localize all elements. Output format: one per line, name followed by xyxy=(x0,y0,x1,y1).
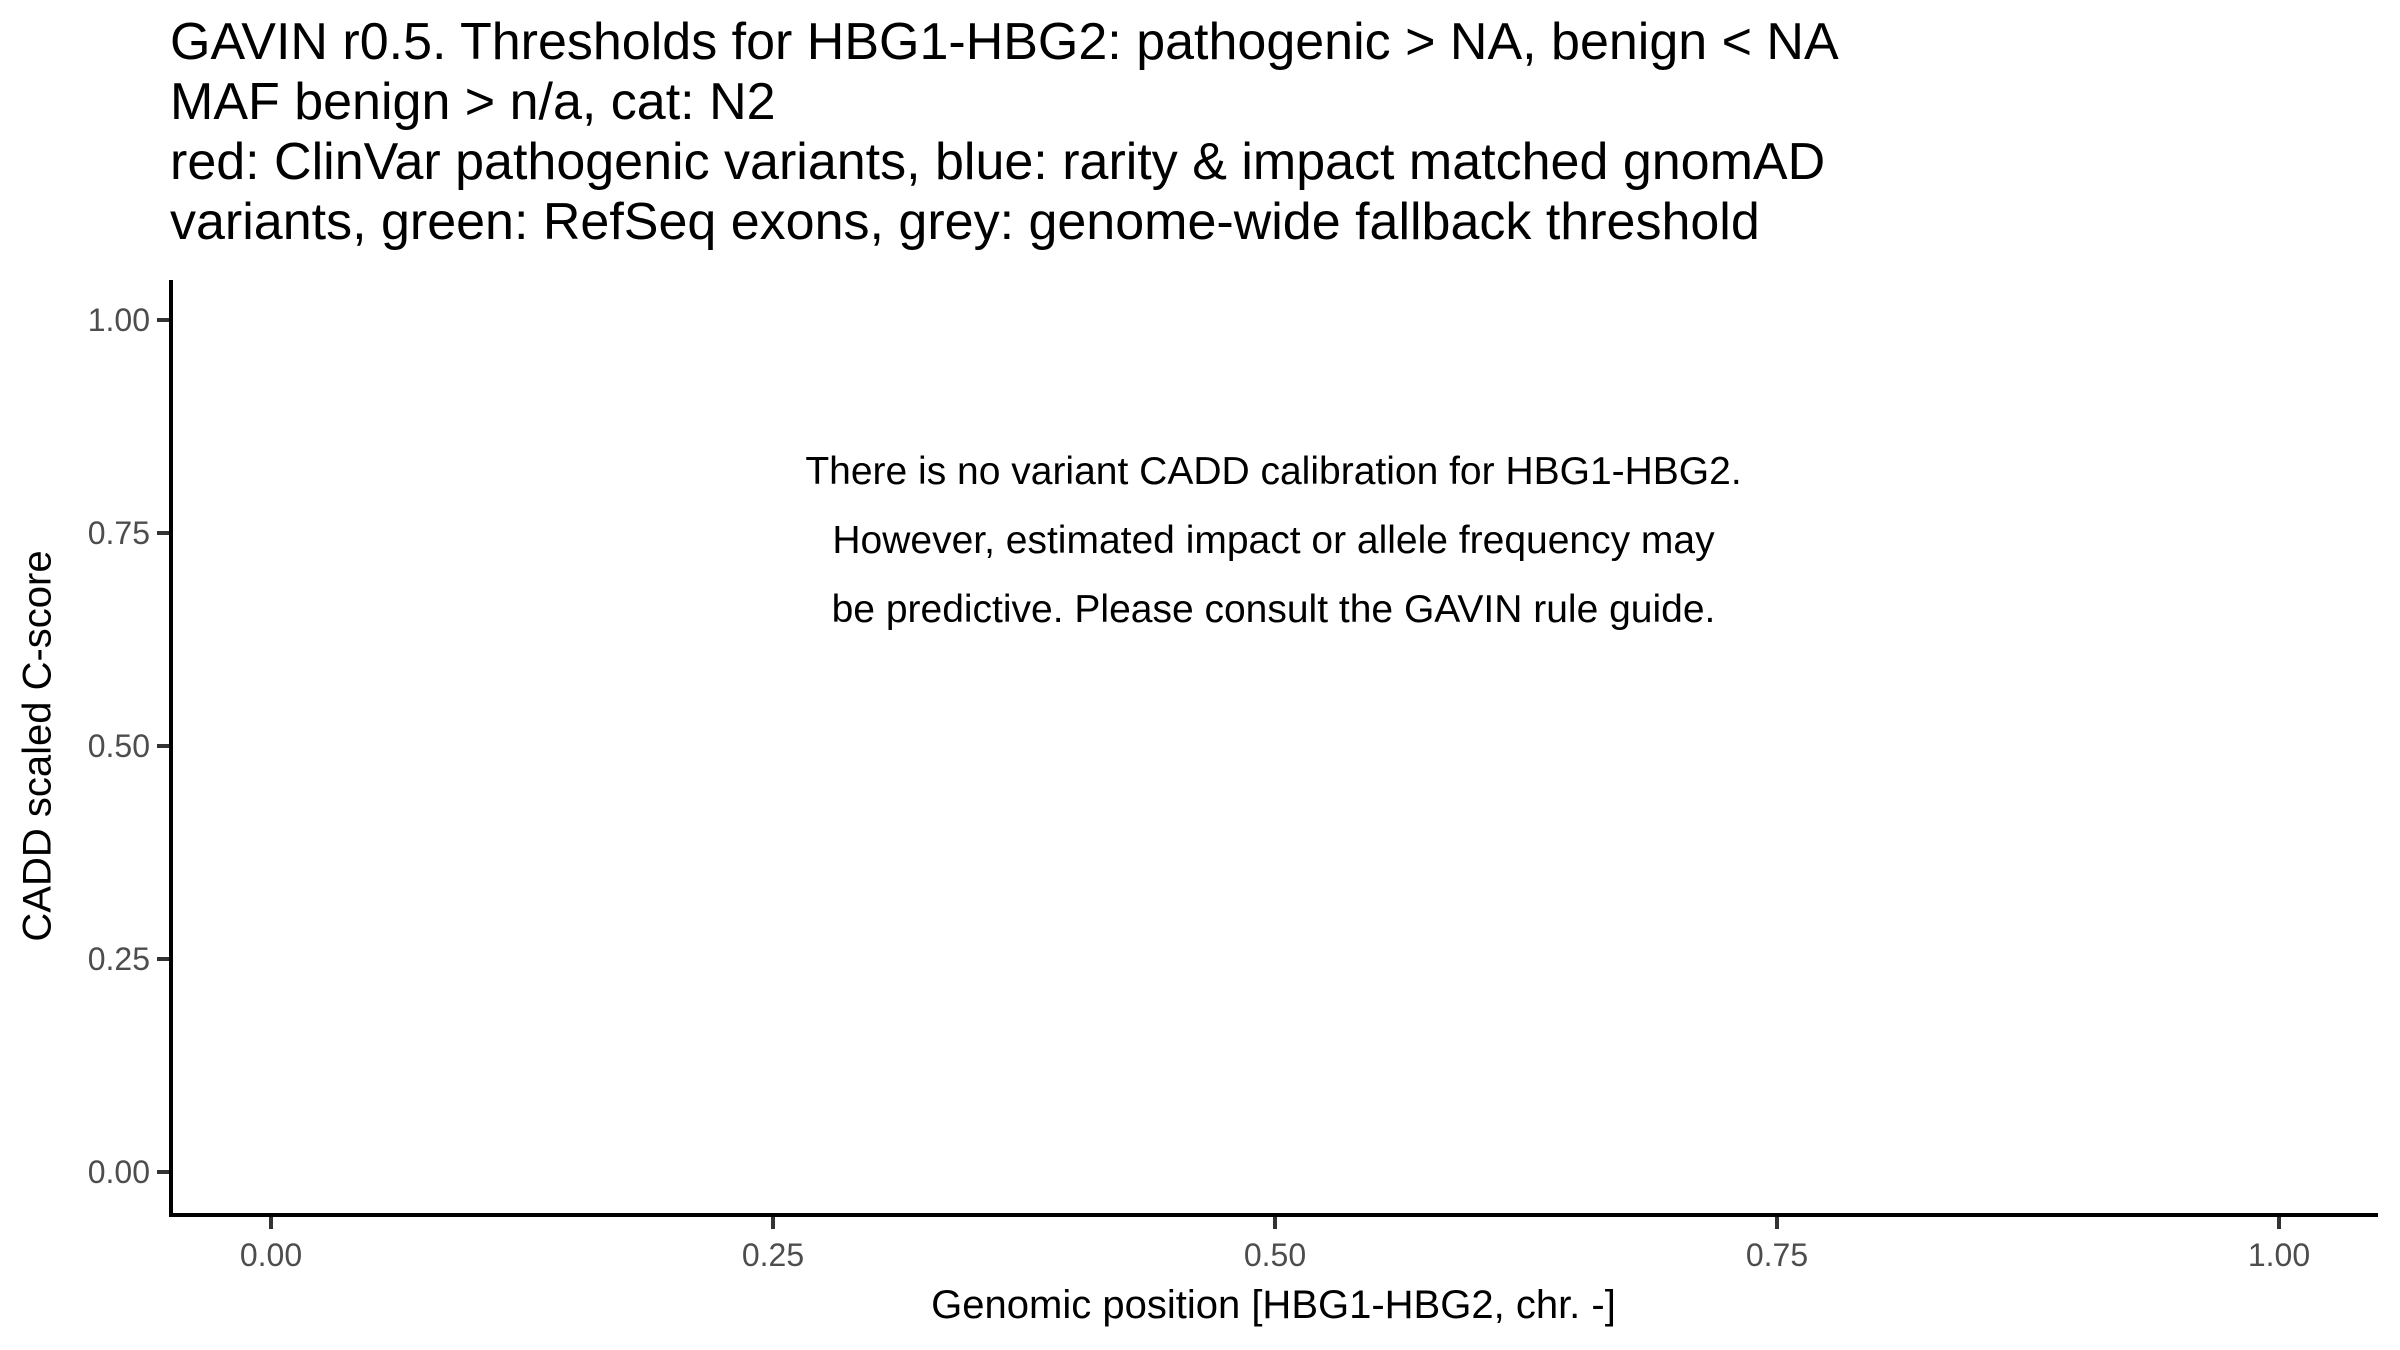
plot-title-line-1: GAVIN r0.5. Thresholds for HBG1-HBG2: pathogenic > NA, benign < NA xyxy=(170,13,1839,71)
y-axis-title: CADD scaled C-score xyxy=(15,550,60,942)
y-tick-mark-0.25 xyxy=(157,957,169,961)
y-tick-label-0.00: 0.00 xyxy=(87,1154,150,1190)
x-tick-label-0.25: 0.25 xyxy=(741,1237,805,1273)
y-tick-label-0.50: 0.50 xyxy=(87,728,150,764)
no-calibration-annotation xyxy=(169,437,2378,644)
x-tick-mark-0.25 xyxy=(771,1217,775,1229)
annotation-line-2: However, estimated impact or allele frequency may xyxy=(832,519,1715,562)
plot-panel xyxy=(169,280,2378,1217)
annotation-line-1: There is no variant CADD calibration for HBG1-HBG2. xyxy=(805,450,1742,493)
plot-title-line-4: variants, green: RefSeq exons, grey: genome-wide fallback threshold xyxy=(170,193,1760,251)
plot-title-line-3: red: ClinVar pathogenic variants, blue: rarity & impact matched gnomAD xyxy=(170,133,1826,191)
annotation-line-3: be predictive. Please consult the GAVIN rule guide. xyxy=(831,588,1716,631)
x-tick-mark-1.00 xyxy=(2277,1217,2281,1229)
plot-title xyxy=(170,12,1839,252)
y-tick-mark-0.00 xyxy=(157,1170,169,1174)
y-tick-label-0.25: 0.25 xyxy=(87,941,150,977)
y-tick-label-1.00: 1.00 xyxy=(87,302,150,338)
y-tick-mark-0.75 xyxy=(157,531,169,535)
x-tick-label-0.00: 0.00 xyxy=(239,1237,303,1273)
x-tick-label-0.50: 0.50 xyxy=(1243,1237,1307,1273)
y-tick-mark-1.00 xyxy=(157,318,169,322)
x-tick-label-1.00: 1.00 xyxy=(2247,1237,2311,1273)
x-tick-label-0.75: 0.75 xyxy=(1745,1237,1809,1273)
plot-title-line-2: MAF benign > n/a, cat: N2 xyxy=(170,73,776,131)
x-tick-mark-0.75 xyxy=(1775,1217,1779,1229)
y-tick-mark-0.50 xyxy=(157,744,169,748)
x-tick-mark-0.50 xyxy=(1273,1217,1277,1229)
x-tick-mark-0.00 xyxy=(269,1217,273,1229)
y-tick-label-0.75: 0.75 xyxy=(87,515,150,551)
x-axis-title: Genomic position [HBG1-HBG2, chr. -] xyxy=(931,1283,1616,1327)
